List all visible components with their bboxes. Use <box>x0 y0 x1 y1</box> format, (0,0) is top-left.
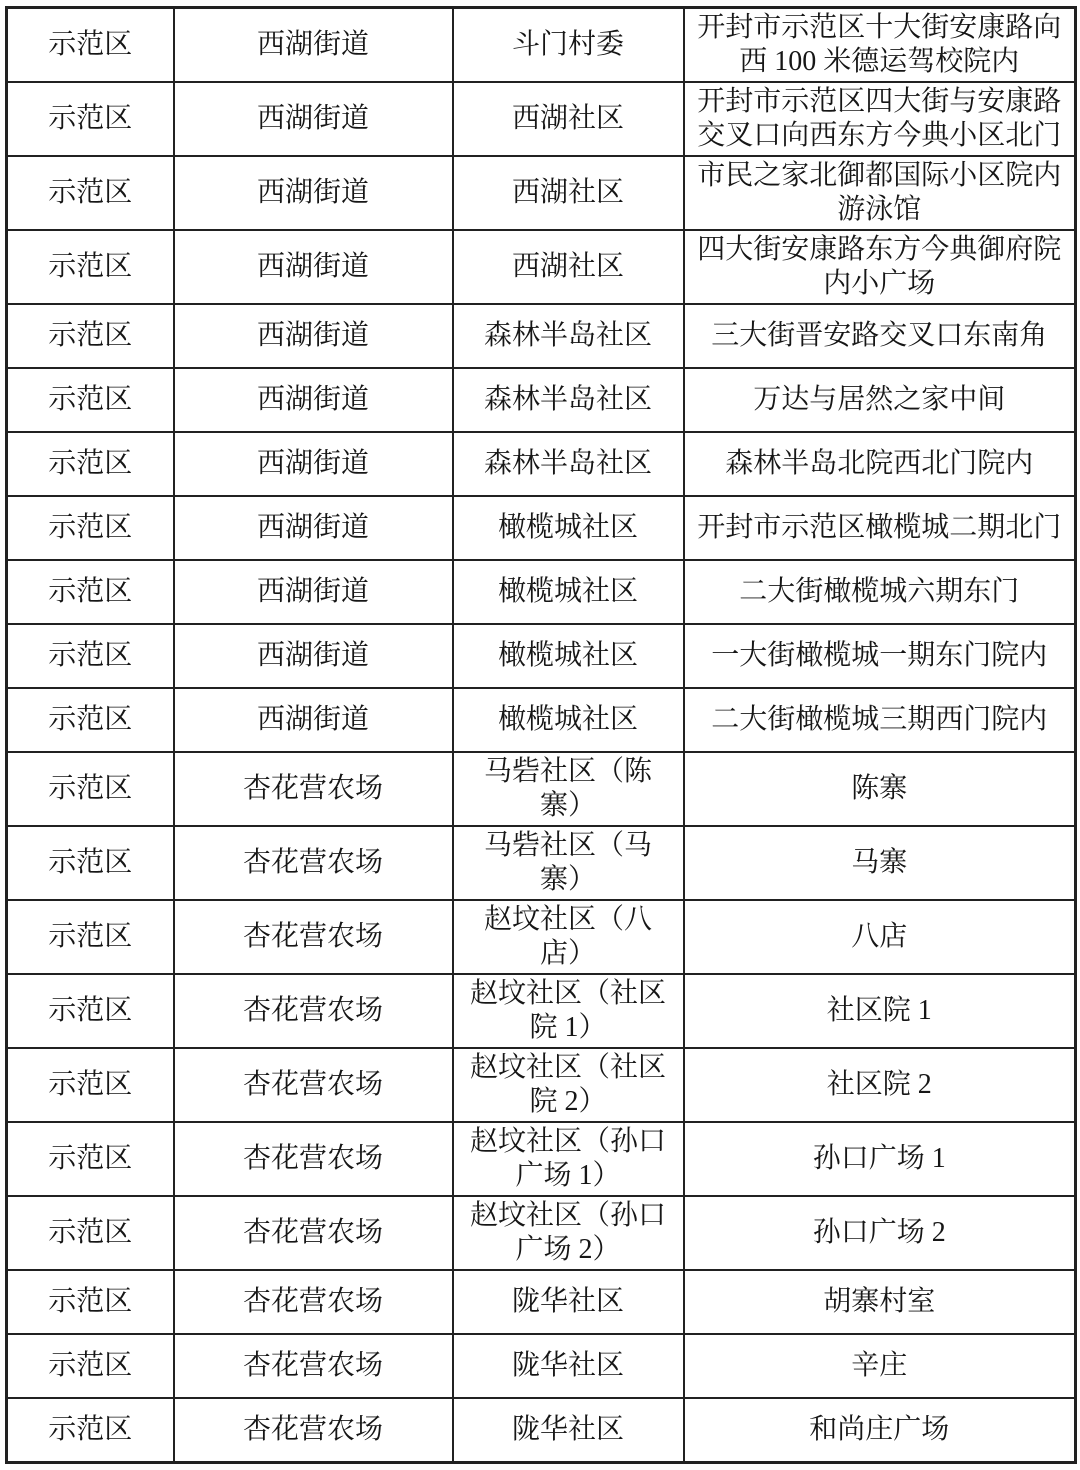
table-row <box>7 1196 1076 1270</box>
cell-district: 示范区 <box>7 156 174 230</box>
cell-district: 示范区 <box>7 1334 174 1398</box>
cell-community: 赵坟社区（孙口广场 2） <box>453 1196 684 1270</box>
cell-district: 示范区 <box>7 826 174 900</box>
cell-community: 森林半岛社区 <box>453 304 684 368</box>
cell-location: 一大街橄榄城一期东门院内 <box>684 624 1076 688</box>
table-row <box>7 432 1076 496</box>
cell-community: 西湖社区 <box>453 156 684 230</box>
cell-district: 示范区 <box>7 1398 174 1462</box>
table-row <box>7 1398 1076 1462</box>
table-row <box>7 1122 1076 1196</box>
cell-township: 杏花营农场 <box>174 900 453 974</box>
cell-district: 示范区 <box>7 1270 174 1334</box>
cell-location: 二大街橄榄城六期东门 <box>684 560 1076 624</box>
cell-township: 西湖街道 <box>174 496 453 560</box>
cell-community: 斗门村委 <box>453 8 684 83</box>
cell-township: 杏花营农场 <box>174 1270 453 1334</box>
cell-community: 橄榄城社区 <box>453 688 684 752</box>
table-row <box>7 1048 1076 1122</box>
cell-township: 杏花营农场 <box>174 974 453 1048</box>
cell-location: 二大街橄榄城三期西门院内 <box>684 688 1076 752</box>
cell-township: 西湖街道 <box>174 230 453 304</box>
table-row <box>7 974 1076 1048</box>
table-row <box>7 900 1076 974</box>
cell-township: 西湖街道 <box>174 304 453 368</box>
cell-township: 西湖街道 <box>174 8 453 83</box>
cell-district: 示范区 <box>7 368 174 432</box>
table-row <box>7 304 1076 368</box>
cell-district: 示范区 <box>7 752 174 826</box>
cell-location: 八店 <box>684 900 1076 974</box>
cell-community: 陇华社区 <box>453 1270 684 1334</box>
cell-township: 西湖街道 <box>174 368 453 432</box>
cell-district: 示范区 <box>7 688 174 752</box>
cell-township: 杏花营农场 <box>174 1048 453 1122</box>
table-row <box>7 1334 1076 1398</box>
table-row <box>7 826 1076 900</box>
table-row <box>7 368 1076 432</box>
cell-community: 赵坟社区（八店） <box>453 900 684 974</box>
table-row <box>7 688 1076 752</box>
cell-location: 开封市示范区橄榄城二期北门 <box>684 496 1076 560</box>
table-row <box>7 156 1076 230</box>
table-row <box>7 230 1076 304</box>
table-row <box>7 8 1076 83</box>
cell-location: 森林半岛北院西北门院内 <box>684 432 1076 496</box>
cell-location: 胡寨村室 <box>684 1270 1076 1334</box>
cell-community: 西湖社区 <box>453 82 684 156</box>
cell-community: 橄榄城社区 <box>453 624 684 688</box>
cell-community: 森林半岛社区 <box>453 368 684 432</box>
testing-site-table <box>5 6 1077 1464</box>
cell-location: 辛庄 <box>684 1334 1076 1398</box>
cell-location: 陈寨 <box>684 752 1076 826</box>
cell-district: 示范区 <box>7 900 174 974</box>
cell-township: 西湖街道 <box>174 82 453 156</box>
cell-location: 和尚庄广场 <box>684 1398 1076 1462</box>
cell-community: 森林半岛社区 <box>453 432 684 496</box>
cell-township: 西湖街道 <box>174 156 453 230</box>
cell-district: 示范区 <box>7 1196 174 1270</box>
cell-community: 橄榄城社区 <box>453 560 684 624</box>
cell-township: 杏花营农场 <box>174 1334 453 1398</box>
cell-district: 示范区 <box>7 1048 174 1122</box>
cell-district: 示范区 <box>7 624 174 688</box>
cell-location: 开封市示范区十大街安康路向西 100 米德运驾校院内 <box>684 8 1076 83</box>
cell-township: 杏花营农场 <box>174 826 453 900</box>
cell-district: 示范区 <box>7 1122 174 1196</box>
cell-location: 社区院 1 <box>684 974 1076 1048</box>
table-row <box>7 82 1076 156</box>
cell-location: 市民之家北御都国际小区院内游泳馆 <box>684 156 1076 230</box>
cell-community: 赵坟社区（孙口广场 1） <box>453 1122 684 1196</box>
cell-location: 开封市示范区四大街与安康路交叉口向西东方今典小区北门 <box>684 82 1076 156</box>
cell-community: 赵坟社区（社区院 1） <box>453 974 684 1048</box>
table-row <box>7 496 1076 560</box>
table-row <box>7 560 1076 624</box>
cell-district: 示范区 <box>7 304 174 368</box>
cell-district: 示范区 <box>7 974 174 1048</box>
cell-location: 万达与居然之家中间 <box>684 368 1076 432</box>
cell-location: 社区院 2 <box>684 1048 1076 1122</box>
cell-community: 陇华社区 <box>453 1334 684 1398</box>
cell-township: 杏花营农场 <box>174 1398 453 1462</box>
cell-district: 示范区 <box>7 8 174 83</box>
table-row <box>7 1270 1076 1334</box>
cell-district: 示范区 <box>7 230 174 304</box>
cell-community: 西湖社区 <box>453 230 684 304</box>
table-row <box>7 624 1076 688</box>
cell-township: 杏花营农场 <box>174 752 453 826</box>
cell-township: 西湖街道 <box>174 560 453 624</box>
cell-township: 西湖街道 <box>174 624 453 688</box>
cell-location: 马寨 <box>684 826 1076 900</box>
table-row <box>7 752 1076 826</box>
cell-location: 孙口广场 1 <box>684 1122 1076 1196</box>
cell-township: 杏花营农场 <box>174 1122 453 1196</box>
cell-community: 橄榄城社区 <box>453 496 684 560</box>
table-body <box>7 8 1076 1463</box>
cell-district: 示范区 <box>7 560 174 624</box>
cell-township: 西湖街道 <box>174 688 453 752</box>
cell-township: 西湖街道 <box>174 432 453 496</box>
cell-district: 示范区 <box>7 82 174 156</box>
cell-location: 三大街晋安路交叉口东南角 <box>684 304 1076 368</box>
cell-district: 示范区 <box>7 496 174 560</box>
cell-community: 陇华社区 <box>453 1398 684 1462</box>
cell-community: 马砦社区（马寨） <box>453 826 684 900</box>
cell-township: 杏花营农场 <box>174 1196 453 1270</box>
cell-community: 赵坟社区（社区院 2） <box>453 1048 684 1122</box>
cell-location: 孙口广场 2 <box>684 1196 1076 1270</box>
cell-community: 马砦社区（陈寨） <box>453 752 684 826</box>
cell-district: 示范区 <box>7 432 174 496</box>
cell-location: 四大街安康路东方今典御府院内小广场 <box>684 230 1076 304</box>
